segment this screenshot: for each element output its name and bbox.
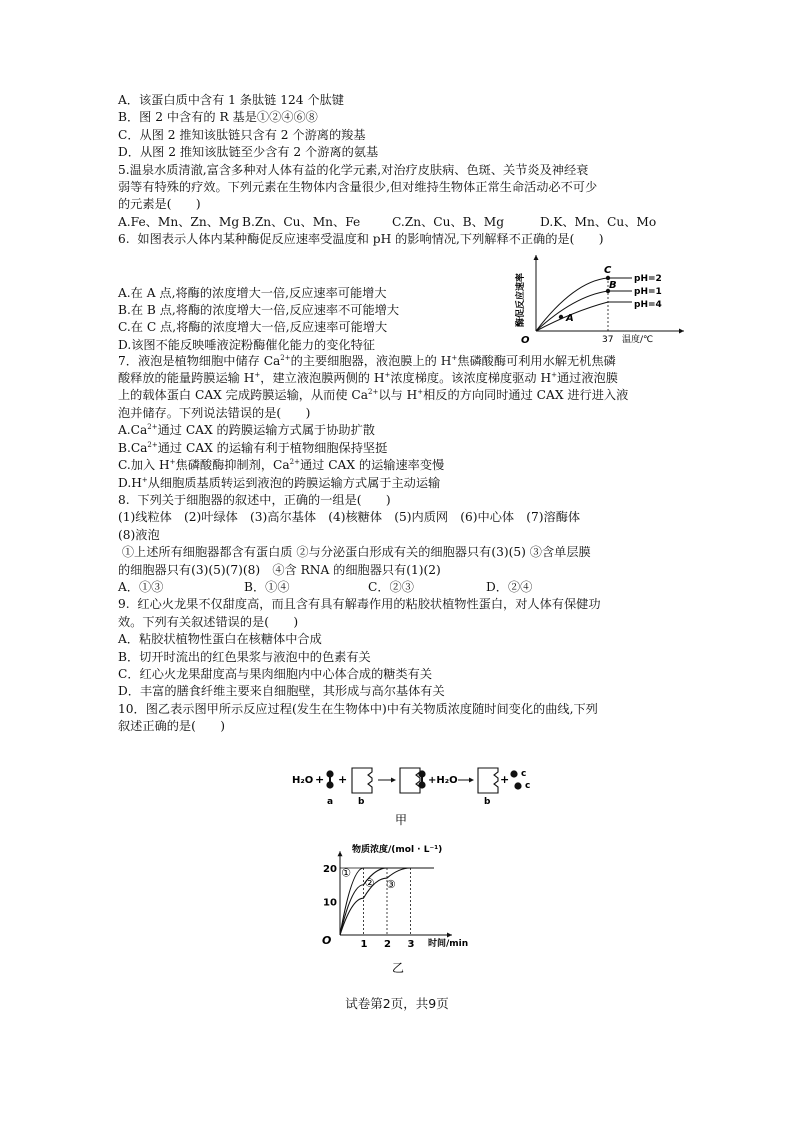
conc-caption-yi: 乙 bbox=[392, 961, 405, 975]
diagram-label-b-1: b bbox=[358, 797, 365, 807]
q6-tick-37: 37 bbox=[602, 334, 614, 343]
q9-option-b: B．切开时流出的红色果浆与液泡中的色素有关 bbox=[118, 649, 371, 664]
q7-stem-line-1: 7．液泡是植物细胞中储存 $Ca^{2+}$的主要细胞器，液泡膜上的 H+焦磷酸酶可利用水解无机焦磷 bbox=[118, 353, 616, 368]
conc-curve-label-2: ② bbox=[364, 876, 375, 890]
q4-option-d: D．从图 2 推知该肽链至少含有 2 个游离的氨基 bbox=[118, 145, 379, 160]
q8-option-a: A．①③ bbox=[118, 579, 164, 594]
q6-legend-ph2: pH=2 bbox=[634, 273, 662, 284]
enzyme-substrate-complex bbox=[400, 768, 420, 793]
diagram-plus-2: + bbox=[338, 773, 348, 786]
q7-option-b: $B.Ca^{2+}$通过 CAX 的运输有利于植物细胞保持坚挺 bbox=[118, 440, 388, 455]
q9-option-c: C．红心火龙果甜度高与果肉细胞内中心体合成的糖类有关 bbox=[118, 666, 433, 681]
q5-stem-line-3: 的元素是( ) bbox=[118, 197, 201, 212]
conc-ytick-20: 20 bbox=[323, 864, 337, 875]
diagram-label-c-1: c bbox=[521, 769, 527, 779]
q6-option-d: D.该图不能反映唾液淀粉酶催化能力的变化特征 bbox=[118, 337, 375, 352]
q9-option-a: A．粘胶状植物性蛋白在核糖体中合成 bbox=[118, 632, 322, 647]
q7-option-d: D.H+从细胞质基质转运到液泡的跨膜运输方式属于主动运输 bbox=[118, 475, 441, 490]
q6-x-arrow bbox=[679, 328, 684, 333]
q6-legend-ph1: pH=1 bbox=[634, 286, 662, 297]
conc-xtick-3: 3 bbox=[407, 939, 415, 950]
q5-option-a: A.Fe、Mn、Zn、Mg bbox=[118, 214, 240, 229]
conc-curve-label-1: ① bbox=[341, 866, 352, 880]
q6-label-a: A bbox=[566, 312, 574, 324]
q8-list-line-2: (8)液泡 bbox=[118, 527, 160, 542]
q9-option-d: D．丰富的膳食纤维主要来自细胞壁，其形成与高尔基体有关 bbox=[118, 684, 445, 699]
q8-options bbox=[118, 579, 684, 596]
q5-option-c: C.Zn、Cu、B、Mg bbox=[392, 214, 505, 229]
diagram-label-c-2: c bbox=[525, 781, 531, 791]
q8-option-d: D．②④ bbox=[486, 579, 533, 594]
page-footer: 试卷第2页，共9页 bbox=[345, 996, 449, 1011]
diagram-arrowhead-1 bbox=[391, 778, 396, 783]
q6-origin: O bbox=[521, 334, 530, 343]
diagram-label-a: a bbox=[327, 797, 334, 807]
q9-stem-line-1: 9. 红心火龙果不仅甜度高，而且含有具有解毒作用的粘胶状植物性蛋白，对人体有保健功 bbox=[118, 597, 601, 612]
q7-option-c: C.加入 H+焦磷酸酶抑制剂，$Ca^{2+}$通过 CAX 的运输速率变慢 bbox=[118, 458, 445, 473]
q10-reaction-diagram bbox=[292, 766, 532, 832]
q7-stem-line-4: 泡并储存。下列说法错误的是( ) bbox=[118, 405, 311, 420]
q5-option-d: D.K、Mn、Cu、Mo bbox=[540, 214, 657, 229]
q5-stem-line-1: 5.温泉水质清澈,富含多种对人体有益的化学元素,对治疗皮肤病、色斑、关节炎及神经衰 bbox=[118, 162, 589, 177]
q6-curve-ph4 bbox=[536, 302, 632, 331]
q8-stem: 8. 下列关于细胞器的叙述中，正确的一组是( ) bbox=[118, 492, 391, 507]
conc-x-label: 时间/min bbox=[428, 939, 469, 949]
q6-y-label: 酶促反应速率 bbox=[516, 272, 526, 327]
exam-page-content bbox=[118, 92, 684, 736]
product-c-1 bbox=[510, 770, 517, 777]
q9-stem-line-2: 效。下列有关叙述错误的是( ) bbox=[118, 614, 299, 629]
conc-xtick-1: 1 bbox=[360, 939, 368, 950]
diagram-arrowhead-2 bbox=[469, 778, 474, 783]
q7-option-a: $A.Ca^{2+}$通过 CAX 的跨膜运输方式属于协助扩散 bbox=[118, 423, 375, 438]
q4-option-c: C．从图 2 推知该肽链只含有 2 个游离的羧基 bbox=[118, 127, 366, 142]
q6-block bbox=[118, 249, 684, 353]
enzyme-b-1 bbox=[352, 768, 372, 793]
q8-list-line-1: (1)线粒体 (2)叶绿体 (3)高尔基体 (4)核糖体 (5)内质网 (6)中心体 (7)溶酶体 bbox=[118, 510, 581, 525]
product-c-2 bbox=[514, 782, 521, 789]
diagram-plus-1: + bbox=[315, 773, 325, 786]
conc-origin: O bbox=[322, 934, 332, 947]
conc-x-arrow bbox=[447, 933, 452, 938]
q5-stem-line-2: 弱等有特殊的疗效。下列元素在生物体内含量很少,但对维持生物体正常生命活动必不可少 bbox=[118, 180, 598, 195]
diagram-plus-3: + bbox=[500, 773, 510, 786]
conc-y-arrow bbox=[338, 851, 343, 856]
q10-stem-line-1: 10．图乙表示图甲所示反应过程(发生在生物体中)中有关物质浓度随时间变化的曲线,下列 bbox=[118, 701, 598, 716]
q7-stem-line-2: 酸释放的能量跨膜运输 H+，建立液泡膜两侧的 H+浓度梯度。该浓度梯度驱动 H+通过液泡膜 bbox=[118, 371, 618, 386]
q6-option-a: A.在 A 点,将酶的浓度增大一倍,反应速率可能增大 bbox=[118, 285, 387, 300]
conc-xtick-2: 2 bbox=[384, 939, 391, 950]
q4-option-a: A．该蛋白质中含有 1 条肽链 124 个肽键 bbox=[118, 93, 344, 107]
q6-enzyme-chart bbox=[514, 251, 692, 343]
q7-stem-line-3: 上的载体蛋白 CAX 完成跨膜运输，从而使 $Ca^{2+}$以与 H+相反的方向同时通过 CAX 进行进入液 bbox=[118, 388, 629, 403]
q6-legend-ph4: pH=4 bbox=[634, 299, 662, 310]
q6-y-arrow bbox=[534, 255, 539, 260]
q4-option-b: B．图 2 中含有的 R 基是①②④⑥⑧ bbox=[118, 110, 318, 125]
q10-stem-line-2: 叙述正确的是( ) bbox=[118, 719, 226, 734]
conc-curve-label-3: ③ bbox=[385, 878, 396, 892]
diagram-caption-jia: 甲 bbox=[395, 813, 408, 827]
diagram-h2o: H₂O bbox=[292, 775, 314, 786]
q5-options bbox=[118, 214, 684, 231]
q6-label-b: B bbox=[609, 279, 617, 291]
q6-x-label: 温度/℃ bbox=[622, 334, 654, 343]
q5-option-b: B.Zn、Cu、Mn、Fe bbox=[242, 214, 361, 229]
q6-point-a bbox=[559, 314, 563, 318]
conc-ytick-10: 10 bbox=[323, 897, 337, 909]
q10-concentration-chart bbox=[318, 840, 508, 980]
q6-curve-ph1 bbox=[536, 291, 632, 331]
q8-statements-line-1: ①上述所有细胞器都含有蛋白质 ②与分泌蛋白形成有关的细胞器只有(3)(5) ③含单层膜 bbox=[118, 545, 591, 560]
diagram-plus-h2o: +H₂O bbox=[428, 775, 458, 786]
q6-option-c: C.在 C 点,将酶的浓度增大一倍,反应速率可能增大 bbox=[118, 320, 388, 335]
q8-option-c: C．②③ bbox=[368, 579, 414, 594]
q8-statements-line-2: 的细胞器只有(3)(5)(7)(8) ④含 RNA 的细胞器只有(1)(2) bbox=[118, 562, 441, 577]
q6-label-c: C bbox=[604, 264, 612, 276]
conc-y-label: 物质浓度/(mol · L⁻¹) bbox=[352, 845, 443, 855]
enzyme-b-2 bbox=[478, 768, 498, 793]
q6-curve-ph2 bbox=[536, 278, 632, 331]
q6-option-b: B.在 B 点,将酶的浓度增大一倍,反应速率不可能增大 bbox=[118, 303, 400, 318]
diagram-label-b-2: b bbox=[484, 797, 491, 807]
q6-stem: 6. 如图表示人体内某种酶促反应速率受温度和 pH 的影响情况,下列解释不正确的是( ) bbox=[118, 232, 604, 247]
q8-option-b: B．①④ bbox=[244, 579, 290, 594]
